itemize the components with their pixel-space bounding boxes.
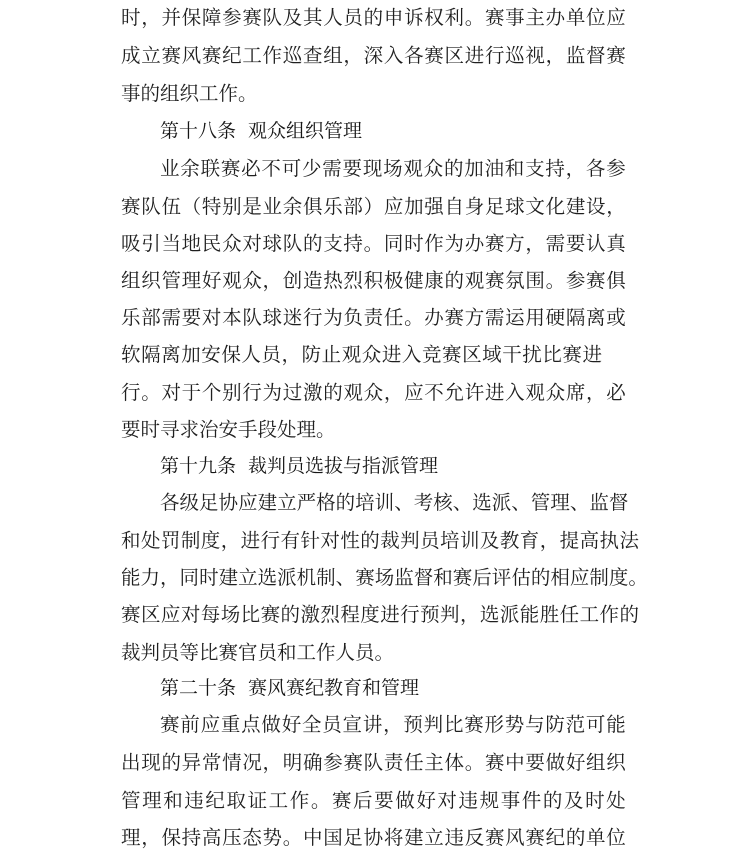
body-line: 理 ， 保 持 高 压 态 势 。 中 国 足 协 将 建 立 违 反 赛 风 赛 纪 的 单 位 (121, 826, 626, 849)
body-line: 要时寻求治安手段处理。 (121, 418, 336, 441)
body-line: 赛 区 应 对 每 场 比 赛 的 激 烈 程 度 进 行 预 判 ， 选 派 能 胜 任 工 作 的 (121, 603, 639, 626)
body-line: 乐 部 需 要 对 本 队 球 迷 行 为 负 责 任 。 办 赛 方 需 运 用 硬 隔 离 或 (121, 306, 626, 329)
article-heading-18 (160, 118, 362, 144)
article-title: 赛风赛纪教育和管理 (248, 677, 420, 699)
article-heading-19 (160, 453, 438, 479)
body-line: 裁判员等比赛官员和工作人员。 (121, 641, 395, 664)
body-line: 软 隔 离 加 安 保 人 员 ， 防 止 观 众 进 入 竞 赛 区 域 干 扰 比 赛 进 (121, 343, 602, 366)
body-line: 行 。 对 于 个 别 行 为 过 激 的 观 众 ， 应 不 允 许 进 入 观 众 席 ， 必 (121, 381, 626, 404)
body-line: 赛 队 伍 （ 特 别 是 业 余 俱 乐 部 ） 应 加 强 自 身 足 球 文 化 建 设 ， (121, 195, 626, 218)
body-line: 管 理 和 违 纪 取 证 工 作 。 赛 后 要 做 好 对 违 规 事 件 的 及 时 处 (121, 789, 626, 812)
body-line-first: 业 余 联 赛 必 不 可 少 需 要 现 场 观 众 的 加 油 和 支 持 ， 各 参 (160, 157, 626, 180)
body-line: 组 织 管 理 好 观 众 ， 创 造 热 烈 积 极 健 康 的 观 赛 氛 围 。 参 赛 俱 (121, 269, 626, 292)
body-line: 事的组织工作。 (121, 82, 258, 105)
body-line: 成 立 赛 风 赛 纪 工 作 巡 查 组 ， 深 入 各 赛 区 进 行 巡 视 ， 监 督 赛 (121, 44, 626, 67)
article-number: 第十八条 (160, 120, 237, 142)
body-line: 能 力 ， 同 时 建 立 选 派 机 制 、 赛 场 监 督 和 赛 后 评 估 的 相 应 制 度 。 (121, 566, 648, 589)
article-title: 裁判员选拔与指派管理 (248, 455, 439, 477)
article-number: 第二十条 (160, 677, 237, 699)
article-heading-20 (160, 675, 419, 701)
body-line: 吸 引 当 地 民 众 对 球 队 的 支 持 。 同 时 作 为 办 赛 方 ， 需 要 认 真 (121, 232, 626, 255)
body-line-first: 赛 前 应 重 点 做 好 全 员 宣 讲 ， 预 判 比 赛 形 势 与 防 范 可 能 (160, 713, 626, 736)
body-line: 时 ， 并 保 障 参 赛 队 及 其 人 员 的 申 诉 权 利 。 赛 事 主 办 单 位 应 (121, 6, 626, 29)
article-number: 第十九条 (160, 455, 237, 477)
body-line-first: 各 级 足 协 应 建 立 严 格 的 培 训 、 考 核 、 选 派 、 管 理 、 监 督 (160, 491, 629, 514)
body-line: 和 处 罚 制 度 ， 进 行 有 针 对 性 的 裁 判 员 培 训 及 教 育 ， 提 高 执 法 (121, 529, 639, 552)
article-title: 观众组织管理 (248, 120, 363, 142)
body-line: 出 现 的 异 常 情 况 ， 明 确 参 赛 队 责 任 主 体 。 赛 中 要 做 好 组 织 (121, 751, 626, 774)
